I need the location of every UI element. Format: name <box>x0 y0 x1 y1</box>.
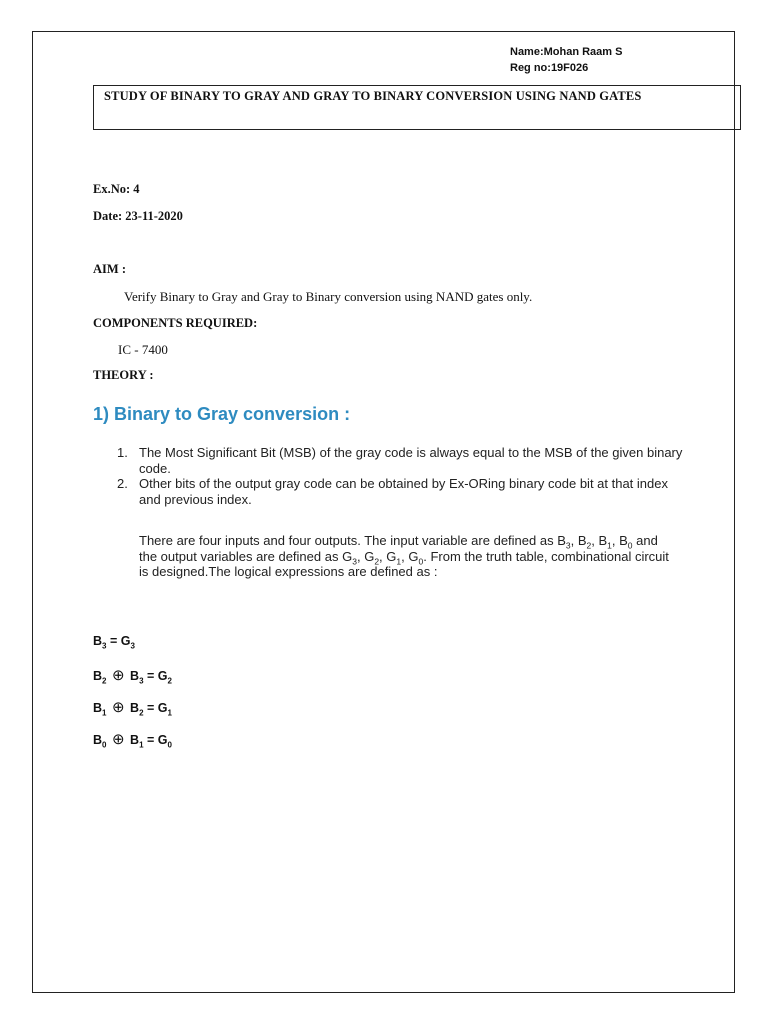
components-label: COMPONENTS REQUIRED: <box>93 316 258 330</box>
output-var: $G_3$ <box>342 548 357 567</box>
xor-symbol: ⊕ <box>111 667 125 684</box>
para-text: . From the truth table, combinational circuit is designed.The logical expressions are defined as : <box>139 548 669 579</box>
input-var: $B_0$ <box>619 533 633 551</box>
output-var: $G_0$ <box>408 548 424 567</box>
header-meta <box>510 44 622 76</box>
list-item-text: Other bits of the output gray code can be obtained by Ex-ORing binary code bit at that index and previous index. <box>139 476 668 507</box>
xor-symbol: ⊕ <box>111 699 125 716</box>
xor-symbol: ⊕ <box>111 731 125 748</box>
para-separator: , <box>356 548 365 564</box>
list-item <box>117 445 687 476</box>
equation-g3: $B_3 = G_3$ <box>93 634 135 651</box>
list-item <box>117 476 687 507</box>
page-border <box>32 31 735 993</box>
exercise-date: Date: 23-11-2020 <box>93 209 183 223</box>
student-name: Name:Mohan Raam S <box>510 46 623 58</box>
conversion-rules-list <box>117 445 687 507</box>
para-separator: , <box>379 548 387 564</box>
title-box <box>93 85 741 130</box>
section-heading: 1) Binary to Gray conversion : <box>93 404 351 424</box>
para-text: and the output variables are defined as <box>139 533 658 564</box>
aim-label: AIM : <box>93 262 126 276</box>
equation-g0: $B_0$ ⊕ $B_1 = G_0$ <box>93 731 172 750</box>
theory-label: THEORY : <box>93 368 154 382</box>
input-var: $B_2$ <box>577 533 592 551</box>
list-item-number: 2. <box>117 476 128 491</box>
output-var: $G_1$ <box>386 548 402 567</box>
para-text: There are four inputs and four outputs. The input variable are defined as <box>139 533 558 548</box>
para-separator: , <box>401 548 409 564</box>
output-var: $G_2$ <box>364 548 380 567</box>
para-separator: , <box>591 533 599 548</box>
para-separator: , <box>570 533 578 548</box>
input-var: $B_1$ <box>598 533 612 551</box>
para-separator: , <box>611 533 620 548</box>
exercise-number: Ex.No: 4 <box>93 182 140 196</box>
equation-g1: $B_1$ ⊕ $B_2 = G_1$ <box>93 699 172 718</box>
list-item-text: The Most Significant Bit (MSB) of the gray code is always equal to the MSB of the given binary code. <box>139 445 683 476</box>
theory-paragraph <box>139 533 679 580</box>
aim-text: Verify Binary to Gray and Gray to Binary conversion using NAND gates only. <box>124 289 533 304</box>
list-item-number: 1. <box>117 445 128 460</box>
equation-g2: $B_2$ ⊕ $B_3 = G_2$ <box>93 667 172 686</box>
input-var: $B_3$ <box>557 533 571 551</box>
document-title: STUDY OF BINARY TO GRAY AND GRAY TO BINARY CONVERSION USING NAND GATES <box>104 89 642 103</box>
register-number: Reg no:19F026 <box>510 62 589 74</box>
components-item: IC - 7400 <box>118 342 168 357</box>
